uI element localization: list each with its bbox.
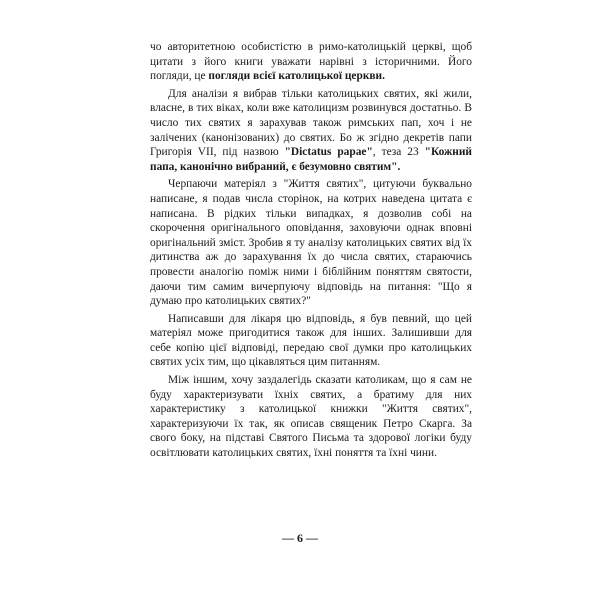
- bold-text: погляди всієї католицької церкви.: [208, 70, 385, 83]
- page-number: — 6 —: [282, 531, 318, 545]
- body-text: Для аналізи я вибрав тільки католицьких святих, які жили, власне, в тих віках, коли вже католицизм розвинувся достатньо. В число тих святих я зарахував також римських пап, хоч і не залічених (канонізованих) до святих. Бо ж згідно декретів папи Григорія VII, під назвою: [150, 87, 472, 159]
- paragraph: [150, 177, 472, 308]
- paragraph: [150, 40, 472, 84]
- paragraph: [150, 87, 472, 175]
- body-text: Між іншим, хочу заздалегідь сказати католикам, що я сам не буду характеризувати їхніх святих, а братиму для них характеристику з католицької книжки "Життя святих", характеризуючи їх так, як описав священик Петро Скарга. За свого боку, на підставі Святого Письма та здорової логіки буду освітлювати католицьких святих, їхні поняття та їхні чини.: [150, 374, 472, 460]
- body-text: Написавши для лікаря цю відповідь, я був певний, що цей матеріял може пригодитися також для інших. Залишивши для себе копію цієї відповіді, передаю свої думки про католицьких святих усіх тим, що цікавляться цим питанням.: [150, 312, 472, 369]
- bold-text: "Кожний папа, канонічно вибраний, є безумовно святим".: [150, 146, 472, 173]
- bold-text: "Dictatus papae": [284, 146, 373, 159]
- body-text: Черпаючи матеріял з "Життя святих", цитуючи буквально написане, я подав числа сторінок, на котрих наведена цитата є написана. В рідких тільки випадках, я дозволив собі на скорочення оригінального оповідання, заховуючи однак вповні оригінальний зміст. Зробив я ту аналізу католицьких святих від їх дитинства аж до зарахування їх до числа святих, стараючись провести аналогію поміж ними і біблійним поняттям святости, даючи тим самим вичерпуючу відповідь на питання: "Що я думаю про католицьких святих?": [150, 178, 472, 308]
- page-text: [150, 40, 472, 464]
- body-text: чо авторитетною особистістю в римо-католицькій церкві, щоб цитати з його книги уважати нарівні з історичними. Його погляди, це: [150, 41, 472, 83]
- paragraph: [150, 312, 472, 370]
- paragraph: [150, 373, 472, 461]
- body-text: , теза 23: [372, 146, 425, 159]
